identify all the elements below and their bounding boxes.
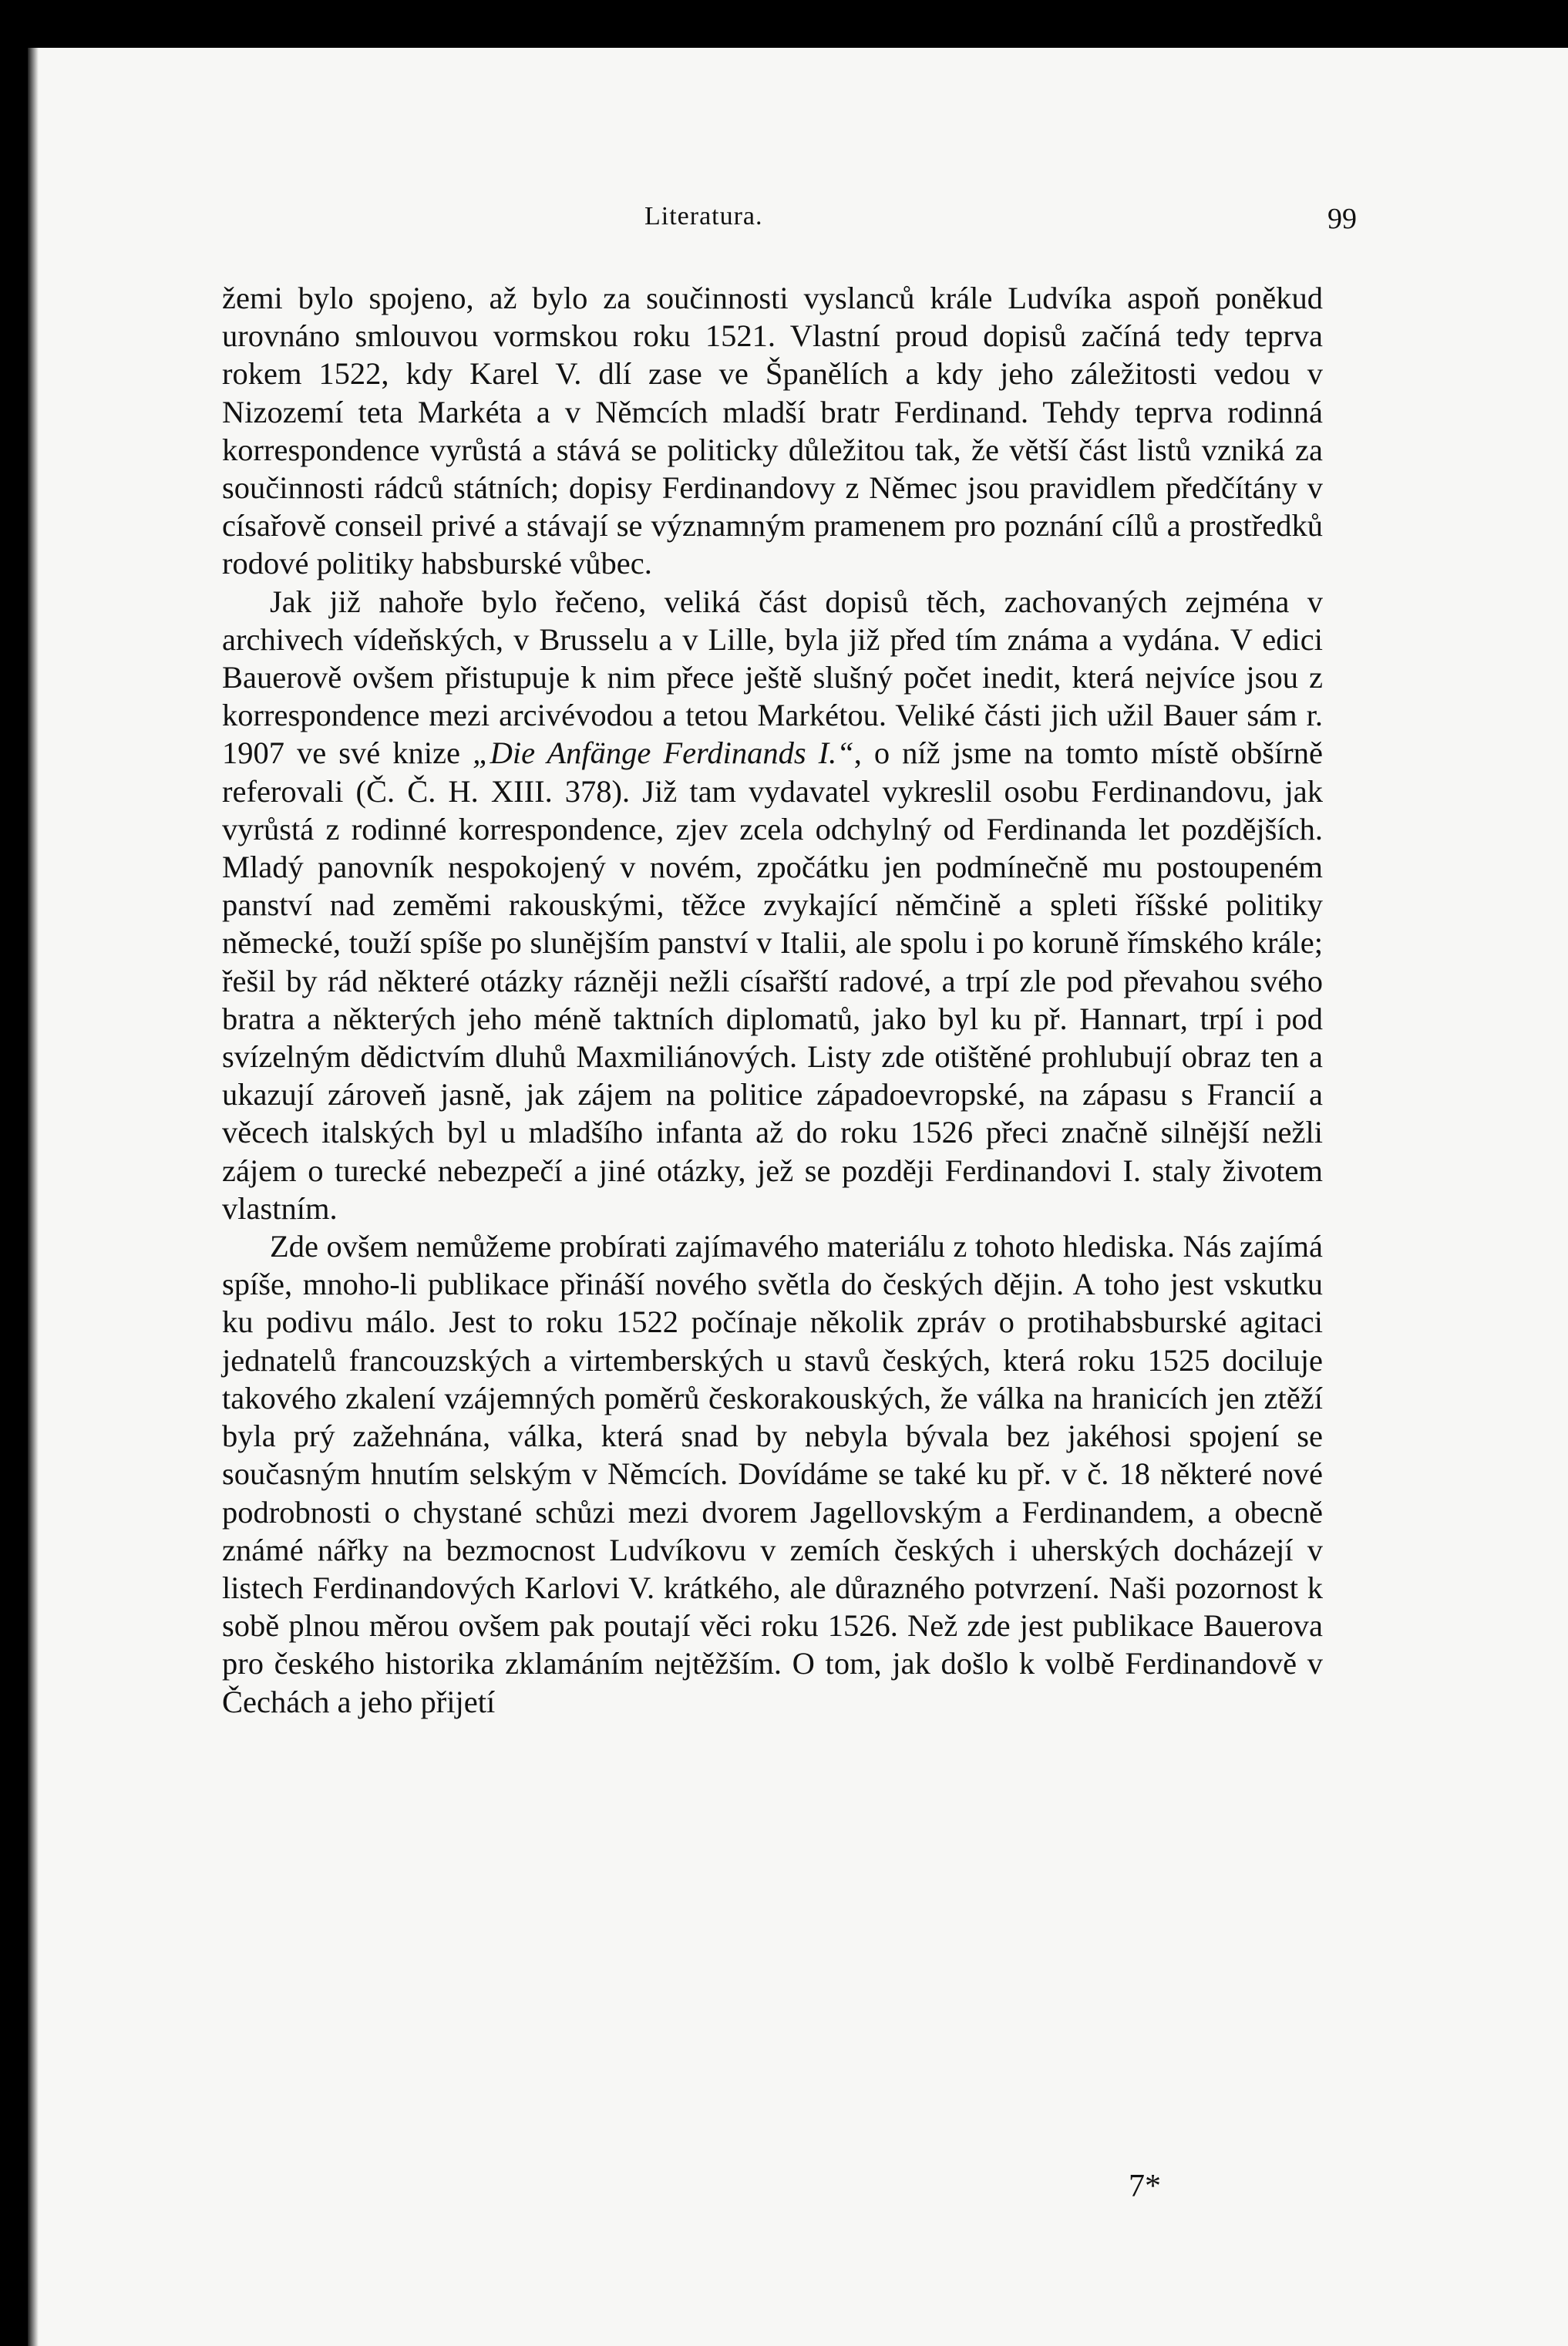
- paragraph-2-text-after: , o níž jsme na tomto místě obšírně referovali (Č. Č. H. XIII. 378). Již tam vydavatel vykreslil osobu Ferdinandovu, jak vyrůstá z rodinné korrespondence, zjev zcela odchylný od Ferdinanda let pozdějších. Mladý panovník nespokojený v novém, zpočátku jen podmínečně mu postoupeném panství nad zeměmi rakouskými, těžce zvykající němčině a spleti říšské politiky německé, touží spíše po slunějším panství v Italii, ale spolu i po koruně římského krále; řešil by rád některé otázky rázněji nežli císařští radové, a trpí zle pod převahou svého bratra a některých jeho méně taktních diplomatů, jako byl ku př. Hannart, trpí i pod svízelným dědictvím dluhů Maxmiliánových. Listy zde otištěné prohlubují obraz ten a ukazují zároveň jasně, jak zájem na politice západoevropské, na zápasu s Francií a věcech italských byl u mladšího infanta až do roku 1526 přeci značně silnější nežli zájem o turecké nebezpečí a jiné otázky, jež se později Ferdinandovi I. staly životem vlastním.: [222, 735, 1324, 1226]
- paragraph-3: Zde ovšem nemůžeme probírati zajímavého materiálu z tohoto hlediska. Nás zajímá spíše, mnoho-li publikace přináší nového světla do českých dějin. A toho jest vskutku ku podivu málo. Jest to roku 1522 počínaje několik zpráv o protihabsburské agitaci jednatelů francouzských a virtemberských u stavů českých, která roku 1525 dociluje takového zkalení vzájemných poměrů českorakouských, že válka na hranicích jen ztěží byla prý zažehnána, válka, která snad by nebyla bývala bez jakéhosi spojení se současným hnutím selským v Němcích. Dovídáme se také ku př. v č. 18 některé nové podrobnosti o chystané schůzi mezi dvorem Jagellovským a Ferdinandem, a obecně známé nářky na bezmocnost Ludvíkovu v zemích českých i uherských docházejí v listech Ferdinandových Karlovi V. krátkého, ale důrazného potvrzení. Naši pozornost k sobě plnou měrou ovšem pak poutají věci roku 1526. Než zde jest publikace Bauerova pro českého historika zklamáním nejtěžším. O tom, jak došlo k volbě Ferdinandově v Čechách a jeho přijetí: [222, 1229, 1323, 1719]
- body-text: [222, 279, 1323, 1721]
- paragraph-2: [222, 583, 1323, 1227]
- page-edge-shadow: [28, 48, 39, 2346]
- signature-mark: 7*: [1129, 2169, 1161, 2204]
- book-page: [28, 48, 1568, 2346]
- paragraph-2-text-before: Jak již nahoře bylo řečeno, veliká část dopisů těch, zachovaných zejména v archivech vídeňských, v Brusselu a v Lille, byla již před tím známa a vydána. V edici Bauerově ovšem přistupuje k nim přece ještě slušný počet inedit, která nejvíce jsou z korrespondence mezi arcivévodou a tetou Markétou. Veliké části jich užil Bauer sám r. 1907 ve své knize: [222, 584, 1323, 771]
- book-title: „Die Anfänge Ferdinands I.“: [473, 735, 854, 771]
- paragraph-1: žemi bylo spojeno, až bylo za součinnosti vyslanců krále Ludvíka aspoň poněkud urovnáno smlouvou vormskou roku 1521. Vlastní proud dopisů začíná tedy teprva rokem 1522, kdy Karel V. dlí zase ve Španělích a kdy jeho záležitosti vedou v Nizozemí teta Markéta a v Němcích mladší bratr Ferdinand. Tehdy teprva rodinná korrespondence vyrůstá a stává se politicky důležitou tak, že větší část listů vzniká za součinnosti rádců státních; dopisy Ferdinandovy z Němec jsou pravidlem předčítány v císařově conseil privé a stávají se významným pramenem pro poznání cílů a prostředků rodové politiky habsburské vůbec.: [222, 281, 1323, 581]
- page-number: 99: [1327, 203, 1357, 235]
- running-head-title: Literatura.: [644, 202, 763, 231]
- running-head: [644, 202, 1357, 248]
